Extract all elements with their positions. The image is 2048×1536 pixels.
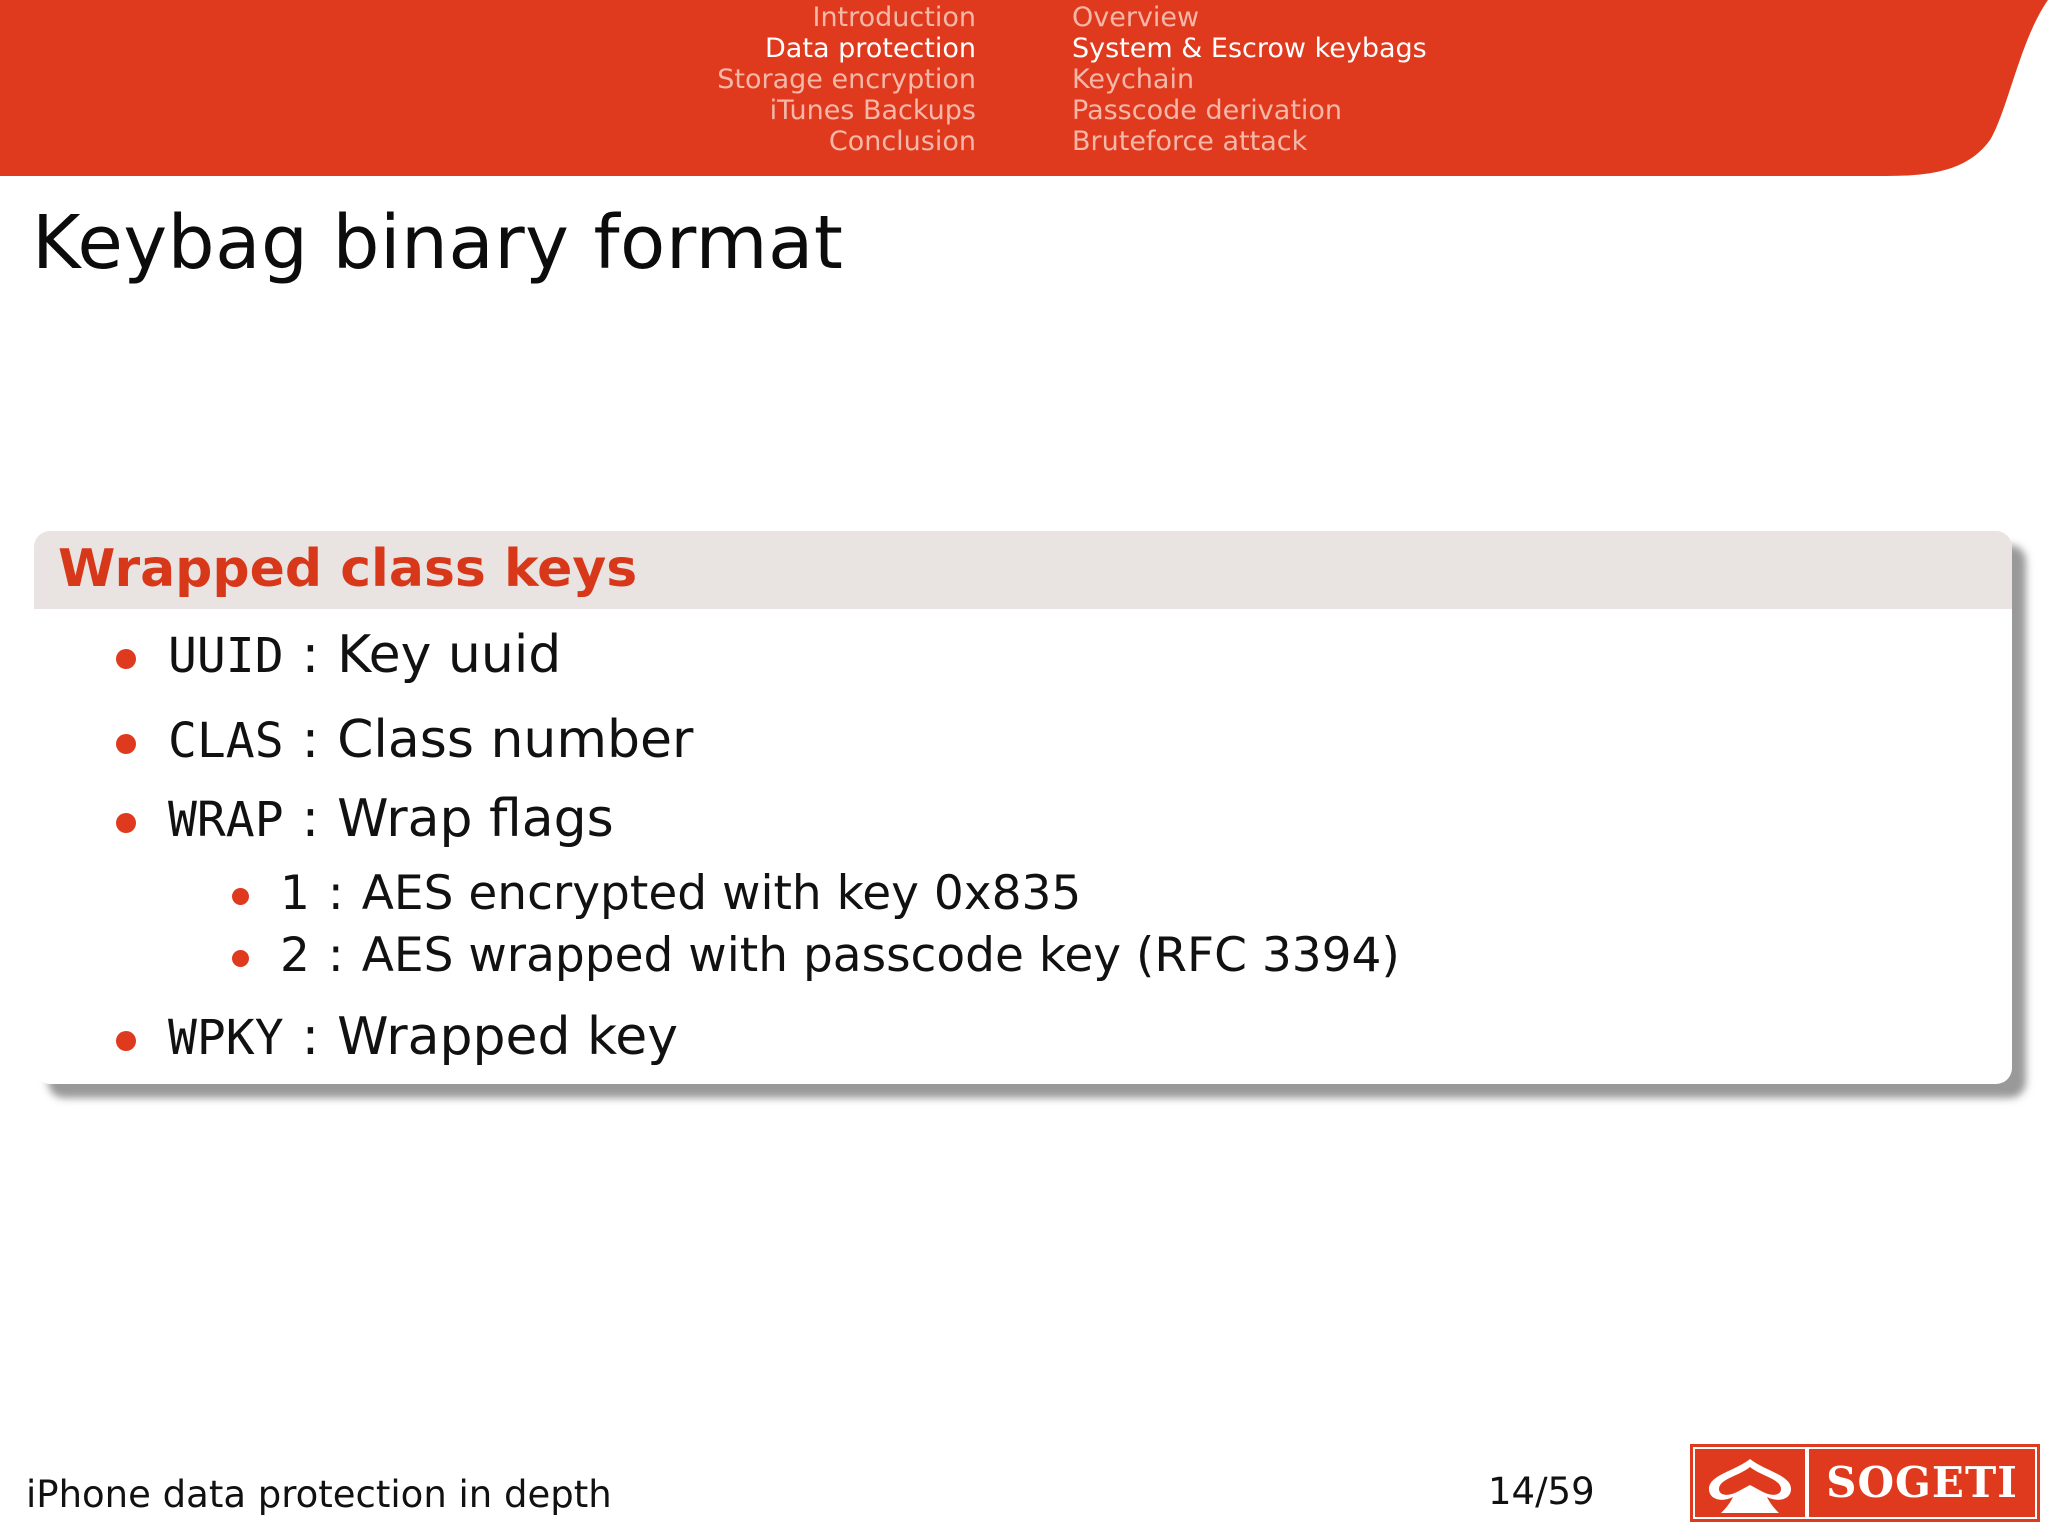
block-title: Wrapped class keys	[58, 539, 638, 599]
field-description: Key uuid	[337, 625, 562, 685]
nav-section-conclusion[interactable]: Conclusion	[828, 126, 976, 157]
nav-section-itunes-backups[interactable]: iTunes Backups	[769, 95, 976, 126]
field-separator: :	[301, 710, 320, 770]
nav-subsection-keychain[interactable]: Keychain	[1072, 64, 1195, 95]
bullet-icon	[116, 649, 136, 669]
list-item-clas	[168, 710, 693, 770]
flag-number: 2	[280, 928, 310, 983]
field-code: UUID	[168, 628, 284, 684]
section-nav	[717, 2, 976, 157]
nav-subsection-passcode-derivation[interactable]: Passcode derivation	[1072, 95, 1343, 126]
page-number: 14/59	[1488, 1470, 1595, 1513]
bullet-icon	[116, 734, 136, 754]
list-item-wrap	[168, 789, 614, 849]
nav-section-introduction[interactable]: Introduction	[812, 2, 976, 33]
header-background	[0, 0, 2048, 180]
nav-section-data-protection[interactable]: Data protection	[765, 33, 976, 64]
footer-title: iPhone data protection in depth	[26, 1473, 612, 1516]
content-block	[34, 531, 2012, 1084]
list-item-wpky	[168, 1007, 678, 1067]
nav-subsection-bruteforce-attack[interactable]: Bruteforce attack	[1072, 126, 1308, 157]
header-banner	[0, 0, 2048, 180]
nav-section-storage-encryption[interactable]: Storage encryption	[717, 64, 976, 95]
field-separator: :	[301, 1007, 320, 1067]
sogeti-logo	[1690, 1444, 2040, 1522]
field-code: WRAP	[168, 792, 284, 848]
field-description: Class number	[337, 710, 694, 770]
list-item-uuid	[168, 625, 561, 685]
nav-subsection-overview[interactable]: Overview	[1072, 2, 1200, 33]
nav-subsection-system-escrow-keybags[interactable]: System & Escrow keybags	[1072, 33, 1427, 64]
field-separator: :	[301, 789, 320, 849]
subsection-nav	[1072, 2, 1427, 157]
bullet-icon	[116, 1031, 136, 1051]
flag-number: 1	[280, 866, 310, 921]
field-code: CLAS	[168, 713, 284, 769]
slide-title: Keybag binary format	[32, 200, 844, 286]
field-separator: :	[301, 625, 320, 685]
field-description: Wrap flags	[337, 789, 614, 849]
sub-list-item	[280, 928, 1400, 983]
flag-separator: :	[327, 866, 344, 921]
field-code: WPKY	[168, 1010, 284, 1066]
field-description: Wrapped key	[337, 1007, 679, 1067]
spade-icon	[1695, 1449, 1805, 1517]
bullet-icon	[116, 813, 136, 833]
flag-separator: :	[327, 928, 344, 983]
flag-description: AES wrapped with passcode key (RFC 3394)	[361, 928, 1400, 983]
sub-bullet-icon	[232, 950, 249, 967]
sub-list-item	[280, 866, 1081, 921]
logo-text: SOGETI	[1809, 1449, 2035, 1517]
flag-description: AES encrypted with key 0x835	[361, 866, 1082, 921]
block-header	[34, 531, 2012, 609]
sub-bullet-icon	[232, 888, 249, 905]
